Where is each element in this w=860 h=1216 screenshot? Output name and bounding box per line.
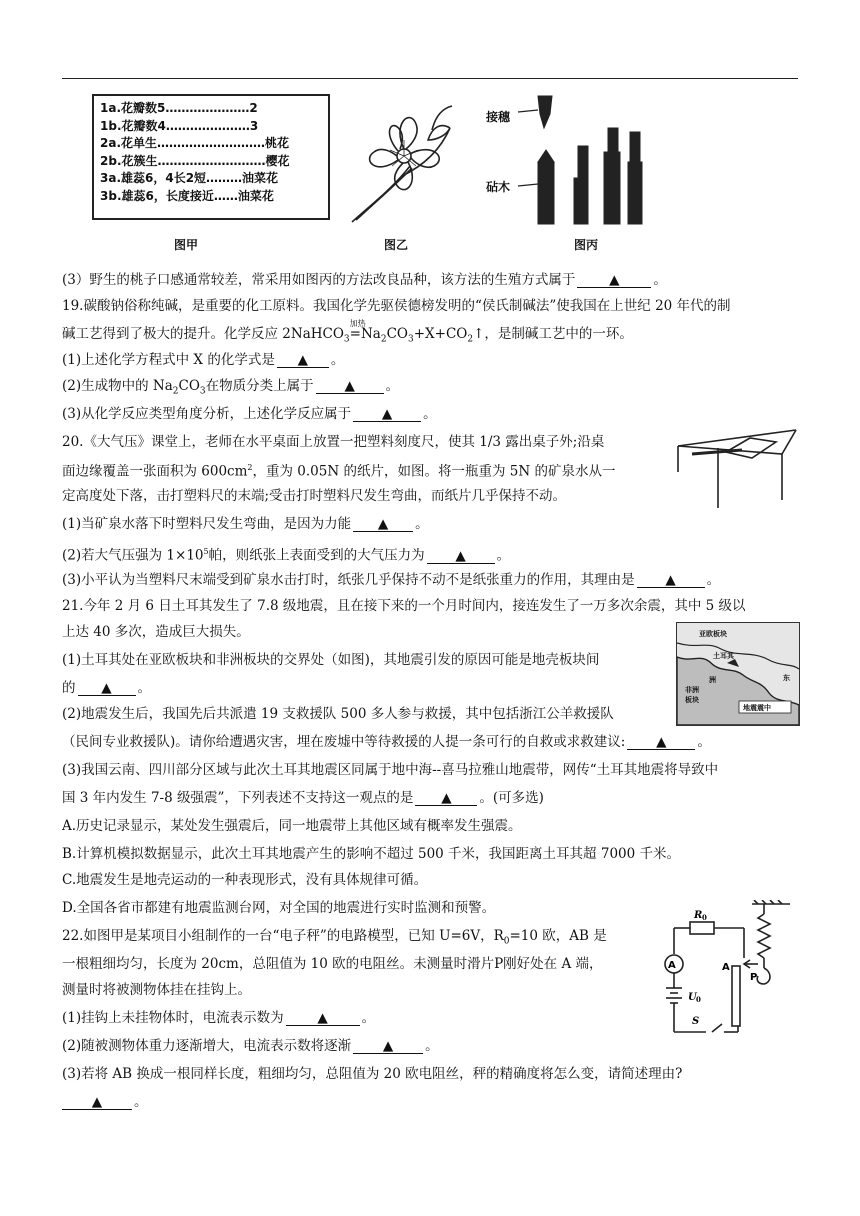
- answer-blank[interactable]: ▲: [286, 1011, 360, 1026]
- answer-blank[interactable]: ▲: [78, 681, 136, 696]
- turkey-plate-map: [676, 622, 800, 726]
- figure-yi-caption: 图乙: [384, 238, 409, 252]
- q22-3-answer: ▲ 。: [62, 1092, 148, 1112]
- q21-1b: 的 ▲ 。: [62, 680, 151, 696]
- header-rule: [62, 78, 798, 79]
- key-row: 3b.雄蕊6，长度接近……油菜花: [100, 188, 274, 203]
- r0-subscript: 0: [702, 913, 707, 922]
- q21-1a: (1)土耳其处在亚欧板块和非洲板块的交界处（如图)，其地震引发的原因可能是地壳板块间: [62, 652, 600, 668]
- answer-blank[interactable]: ▲: [627, 735, 695, 750]
- q19-stem-2: 碱工艺得到了极大的提升。化学反应 2NaHCO$_3$ 加热 $=Na_2CO_3+X+CO_2↑$，是制碱工艺中的一环。: [62, 319, 633, 345]
- q22-stem-2: 一根粗细均匀，长度为 20cm，总阻值为 10 欧的电阻丝。未测量时滑片P刚好处在 A 端，: [62, 956, 603, 972]
- answer-blank[interactable]: ▲: [62, 1095, 132, 1110]
- q20-2: (2)若大气压强为 $1\times 10^5$帕，则纸张上表面受到的大气压力为 ▲ 。: [62, 547, 511, 564]
- switch-s-label: S: [692, 1016, 700, 1027]
- key-row: 3a.雄蕊6，4长2短………油菜花: [100, 171, 279, 185]
- answer-blank[interactable]: ▲: [316, 379, 384, 394]
- map-label: 板块: [685, 696, 699, 704]
- answer-blank[interactable]: ▲: [353, 517, 413, 532]
- q21-2a: (2)地震发生后，我国先后共派遣 19 支救援队 500 多人参与救援，其中包括浙江公羊救援队: [62, 706, 614, 722]
- r0-label: R: [694, 910, 703, 921]
- key-row: 1a.花瓣数5…………………2: [100, 101, 258, 115]
- q19-2: (2)生成物中的 $Na_2CO_3$在物质分类上属于 ▲ 。: [62, 378, 400, 397]
- q20-1: (1)当矿泉水落下时塑料尺发生弯曲，是因为力能 ▲ 。: [62, 516, 429, 532]
- equation-equals: 加热 =Na: [349, 319, 381, 342]
- answer-blank[interactable]: ▲: [415, 791, 477, 806]
- map-label: 亚欧板块: [699, 630, 727, 638]
- q19-3: (3)从化学反应类型角度分析，上述化学反应属于 ▲ 。: [62, 406, 437, 422]
- q19-stem-1: 19.碳酸钠俗称纯碱，是重要的化工原料。我国化学先驱侯德榜发明的“侯氏制碱法”使我国在上世纪 20 年代的制: [62, 298, 731, 314]
- scion-label: 接穗: [486, 110, 511, 124]
- figure-bing-caption: 图丙: [574, 238, 599, 252]
- q20-stem-3: 定高度处下落，击打塑料尺的末端;受击打时塑料尺发生弯曲，而纸片几乎保持不动。: [62, 488, 567, 504]
- u0-label: U: [688, 992, 697, 1003]
- answer-blank[interactable]: ▲: [577, 273, 651, 288]
- ammeter-icon: A: [668, 960, 676, 971]
- key-row: 2b.花簇生………………………樱花: [100, 153, 290, 168]
- flower-drawing: [332, 94, 472, 226]
- slider-p-label: P: [750, 972, 758, 983]
- point-a-label: A: [722, 962, 730, 973]
- scale-circuit-diagram: [654, 900, 800, 1046]
- answer-blank[interactable]: ▲: [637, 573, 705, 588]
- option-d: D.全国各省市都建有地震监测台网，对全国的地震进行实时监测和预警。: [62, 900, 496, 916]
- q18-3: (3）野生的桃子口感通常较差，常采用如图丙的方法改良品种，该方法的生殖方式属于 ▲ 。: [62, 272, 667, 288]
- figure-jia-caption: 图甲: [174, 238, 199, 252]
- q20-stem-1: 20.《大气压》课堂上，老师在水平桌面上放置一把塑料刻度尺，使其 1/3 露出桌子外;沿桌: [62, 434, 605, 450]
- q22-stem-1: 22.如图甲是某项目小组制作的一台“电子秤”的电路模型，已知 U=6V，$R_0=10$ 欧，AB 是: [62, 928, 607, 947]
- figure-row: [62, 88, 798, 258]
- map-drawing: [677, 623, 799, 725]
- option-a: A.历史记录显示，某处发生强震后，同一地震带上其他区域有概率发生强震。: [62, 818, 522, 834]
- map-label: 非洲: [685, 686, 699, 694]
- map-label: 洲: [709, 676, 716, 684]
- circuit-drawing: [654, 900, 800, 1046]
- answer-blank[interactable]: ▲: [277, 353, 329, 368]
- q20-stem-2: 面边缘覆盖一张面积为 $600cm^2$，重为 0.05N 的纸片，如图。将一瓶重为 5N 的矿泉水从一: [62, 463, 616, 480]
- q22-stem-3: 测量时将被测物体挂在挂钩上。: [62, 982, 251, 998]
- key-row: 1b.花瓣数4…………………3: [100, 118, 259, 133]
- option-c: C.地震发生是地壳运动的一种表现形式，没有具体规律可循。: [62, 872, 428, 888]
- q22-2: (2)随被测物体重力逐渐增大，电流表示数将逐渐 ▲ 。: [62, 1038, 439, 1054]
- answer-blank[interactable]: ▲: [427, 549, 495, 564]
- answer-blank[interactable]: ▲: [353, 407, 421, 422]
- u0-subscript: 0: [696, 995, 701, 1004]
- q21-3b: 国 3 年内发生 7-8 级强震”，下列表述不支持这一观点的是 ▲ 。(可多选): [62, 790, 544, 806]
- q19-1: (1)上述化学方程式中 X 的化学式是 ▲ 。: [62, 352, 345, 368]
- dichotomous-key-table: [92, 94, 330, 220]
- q21-stem-1: 21.今年 2 月 6 日土耳其发生了 7.8 级地震，且在接下来的一个月时间内，接连发生了一万多次余震，其中 5 级以: [62, 598, 746, 614]
- key-row: 2a.花单生………………………桃花: [100, 136, 290, 150]
- q21-stem-2: 上达 40 多次，造成巨大损失。: [62, 624, 250, 640]
- q20-3: (3)小平认为当塑料尺末端受到矿泉水击打时，纸张几乎保持不动不是纸张重力的作用，其理由是 ▲ 。: [62, 572, 721, 588]
- q21-2b: （民间专业救援队)。请你给遭遇灾害，埋在废墟中等待救援的人提一条可行的自救或求救建议: ▲ 。: [62, 734, 711, 750]
- option-b: B.计算机模拟数据显示，此次土耳其地震产生的影响不超过 500 千米，我国距离土耳其超 7000 千米。: [62, 846, 680, 862]
- q21-3a: (3)我国云南、四川部分区域与此次土耳其地震区同属于地中海--喜马拉雅山地震带，网传“土耳其地震将导致中: [62, 762, 719, 778]
- map-legend: 地震震中: [743, 704, 771, 712]
- stock-label: 砧木: [486, 180, 511, 194]
- table-ruler-drawing: [672, 428, 802, 512]
- map-label: 东: [783, 674, 790, 682]
- map-label: 土耳其: [713, 652, 734, 660]
- q22-3: (3)若将 AB 换成一根同样长度，粗细均匀，总阻值为 20 欧电阻丝，秤的精确度将怎么变，请简述理由?: [62, 1066, 683, 1082]
- answer-blank[interactable]: ▲: [353, 1039, 423, 1054]
- q22-1: (1)挂钩上未挂物体时，电流表示数为 ▲ 。: [62, 1010, 376, 1026]
